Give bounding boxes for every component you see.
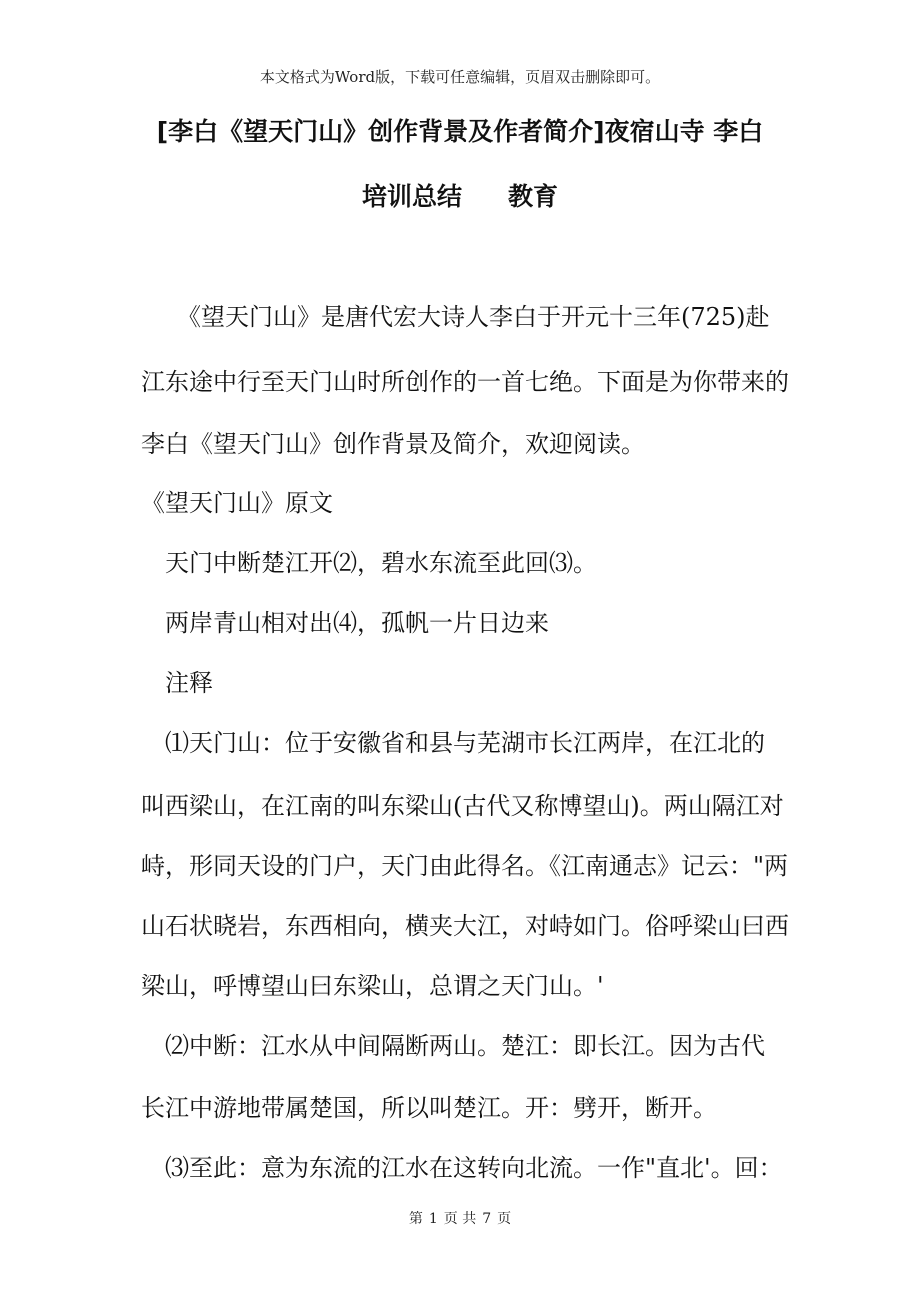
footer-middle: 页 共	[443, 1211, 477, 1227]
note-line: 山石状晓岩，东西相向，横夹大江，对峙如门。俗呼梁山曰西	[141, 912, 789, 940]
body-line: 《望天门山》是唐代宏大诗人李白于开元十三年(725)赴	[141, 303, 770, 331]
header-notice: 本文格式为Word版，下载可任意编辑，页眉双击删除即可。	[259, 68, 661, 86]
poem-line: 两岸青山相对出⑷，孤帆一片日边来	[141, 609, 549, 637]
note-line: ⑵中断：江水从中间隔断两山。楚江：即长江。因为古代	[141, 1032, 765, 1060]
page-footer	[0, 1208, 920, 1228]
footer-suffix: 页	[497, 1211, 512, 1227]
current-page-number: 1	[428, 1211, 438, 1227]
body-line: 李白《望天门山》创作背景及简介，欢迎阅读。	[141, 430, 645, 458]
section-heading-original-text: 《望天门山》原文	[141, 489, 333, 517]
total-pages-number: 7	[482, 1211, 492, 1227]
document-title-line-2	[100, 177, 820, 213]
note-line: ⑶至此：意为东流的江水在这转向北流。一作"直北'。回：	[141, 1154, 783, 1182]
poem-line: 天门中断楚江开⑵，碧水东流至此回⑶。	[141, 549, 597, 577]
document-title-line-1: [李白《望天门山》创作背景及作者简介]夜宿山寺 李白	[156, 117, 764, 146]
note-line: 峙，形同天设的门户，天门由此得名。《江南通志》记云："两	[141, 852, 789, 880]
section-heading-notes: 注释	[141, 669, 213, 697]
title-segment-education: 教育	[508, 182, 559, 211]
footer-prefix: 第	[408, 1211, 423, 1227]
note-line: 叫西梁山，在江南的叫东梁山(古代又称博望山)。两山隔江对	[141, 792, 784, 820]
title-segment-training: 培训总结	[361, 182, 462, 211]
note-line: 长江中游地带属楚国，所以叫楚江。开：劈开，断开。	[141, 1094, 717, 1122]
note-line: ⑴天门山：位于安徽省和县与芜湖市长江两岸，在江北的	[141, 729, 765, 757]
note-line: 梁山，呼博望山曰东梁山，总谓之天门山。'	[141, 972, 604, 1000]
body-line: 江东途中行至天门山时所创作的一首七绝。下面是为你带来的	[141, 368, 789, 396]
